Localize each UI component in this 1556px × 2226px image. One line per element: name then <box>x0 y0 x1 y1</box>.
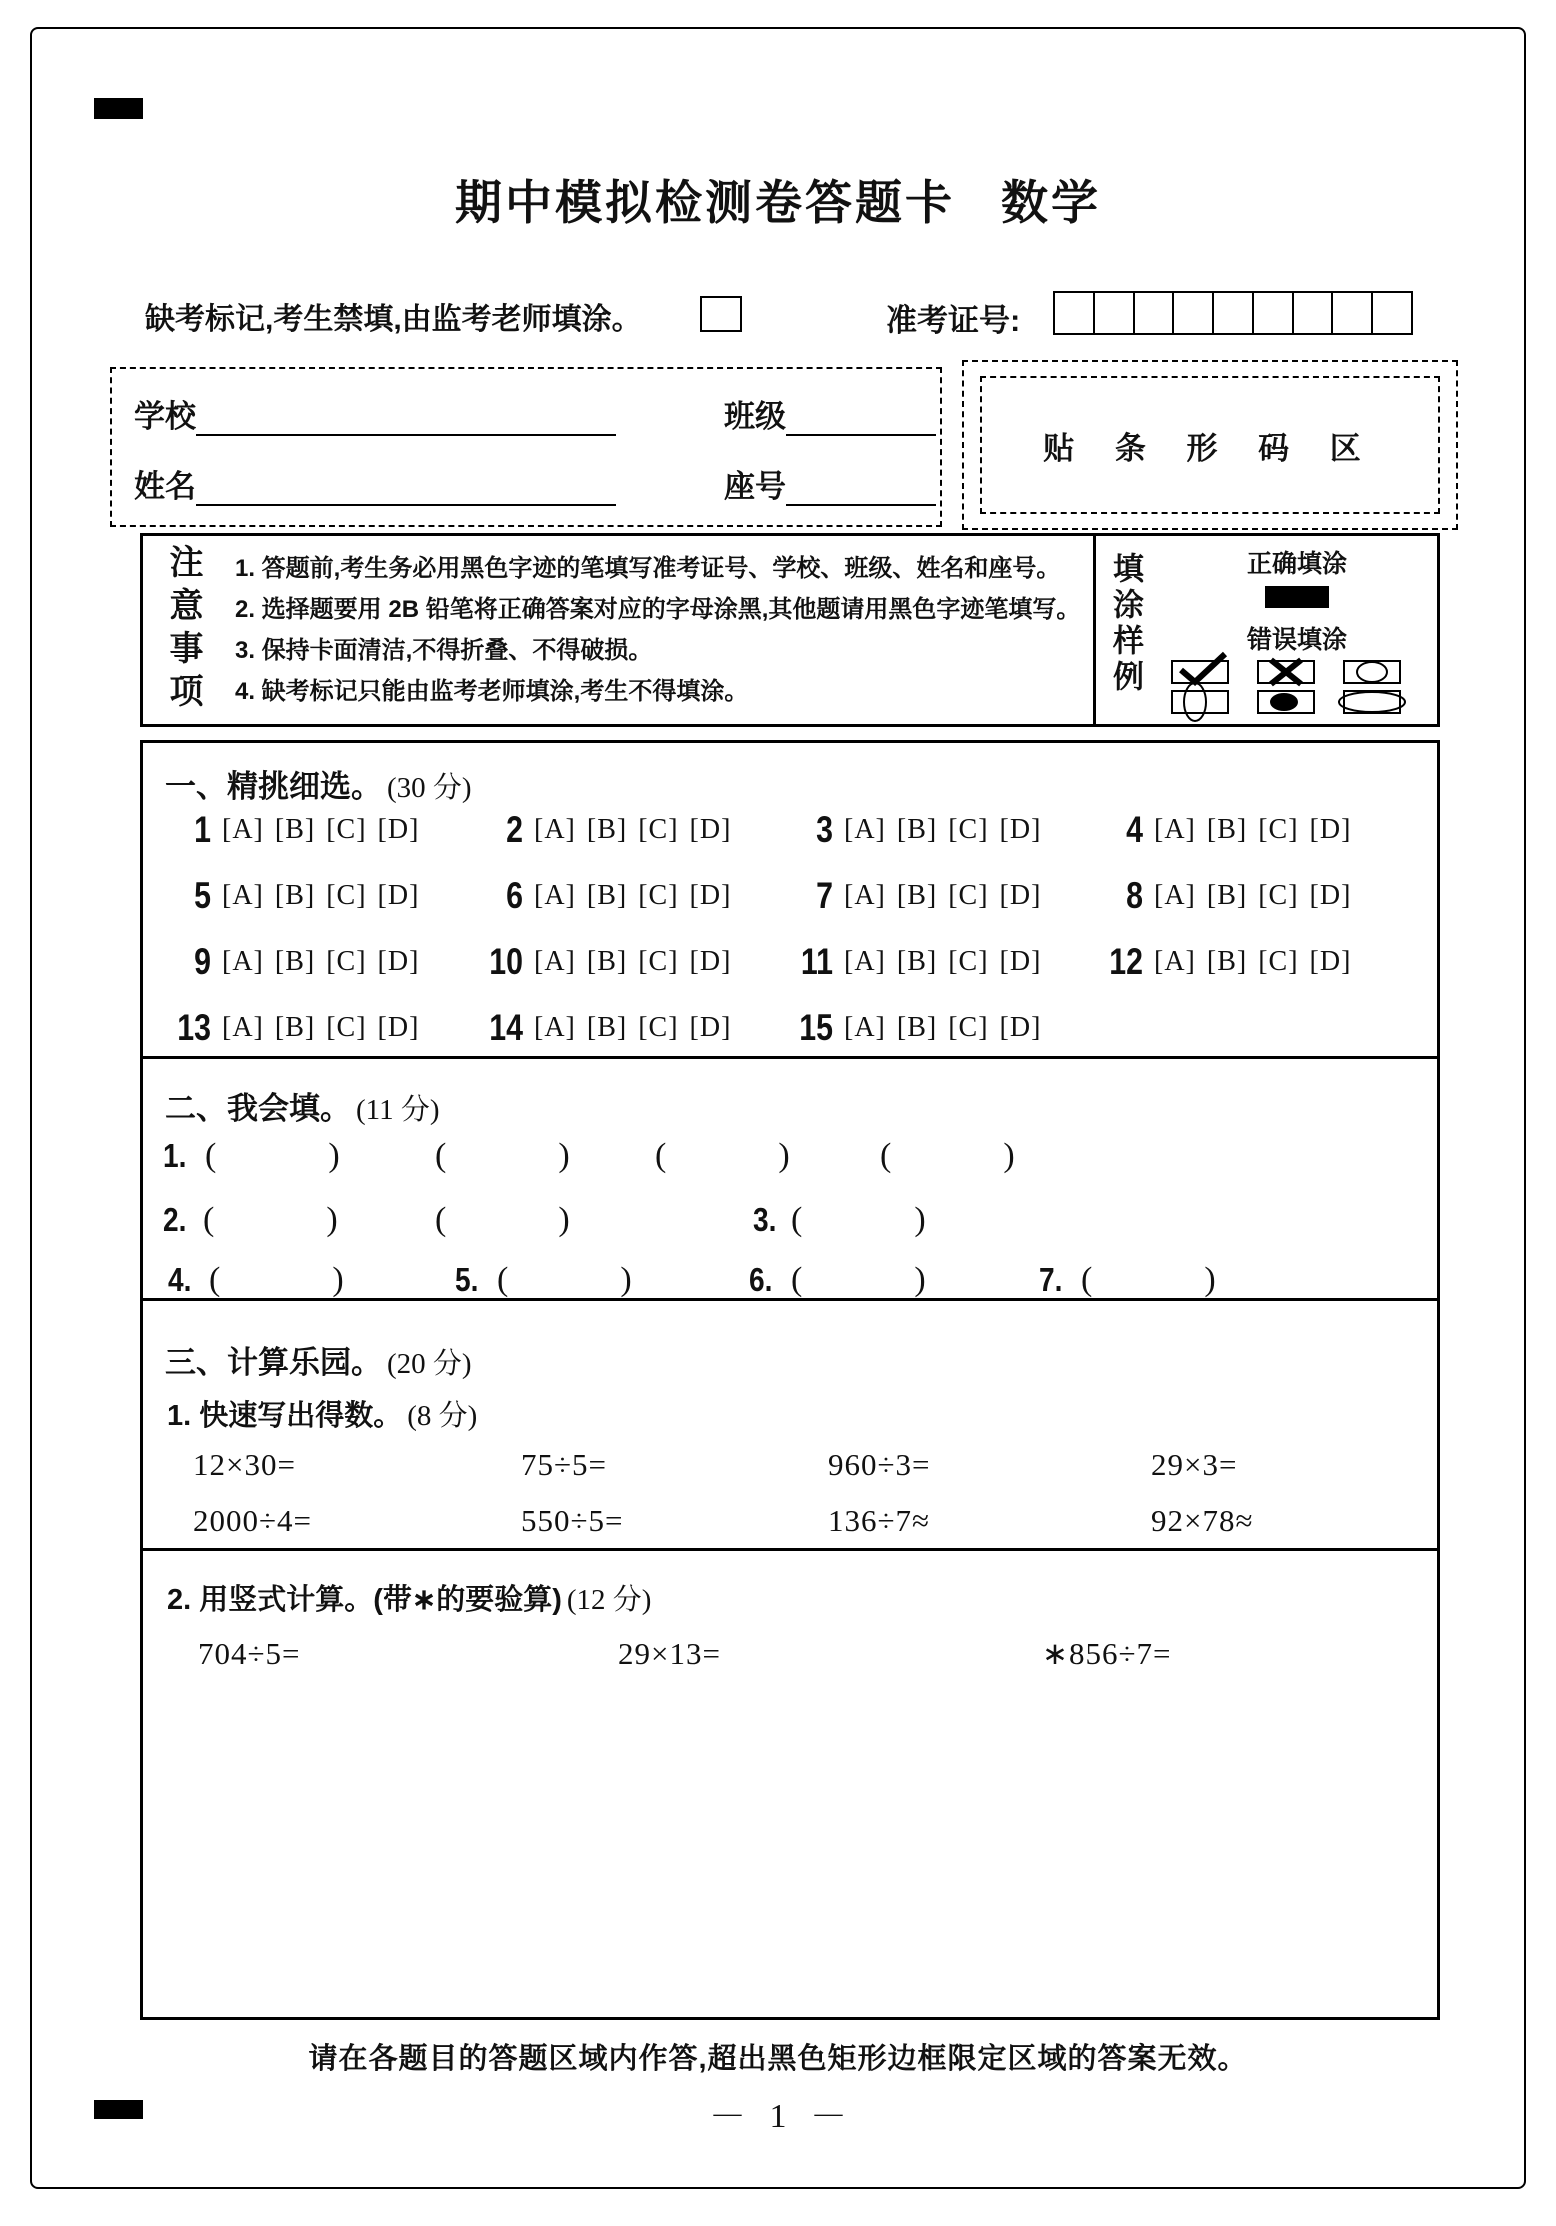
mcq-question-5 <box>163 873 419 919</box>
option-bubble-A[interactable]: [A] <box>1154 946 1196 977</box>
notice-list <box>235 548 1085 712</box>
exam-number-cell[interactable] <box>1093 293 1133 333</box>
option-bubble-C[interactable]: [C] <box>638 814 679 845</box>
option-bubble-B[interactable]: [B] <box>896 814 938 845</box>
option-bubble-D[interactable]: [D] <box>377 814 420 845</box>
seat-label: 座号 <box>724 469 786 504</box>
quick-calc-expression: 2000÷4= <box>193 1503 312 1538</box>
question-number: 4 <box>1126 809 1143 850</box>
notice-divider <box>1093 536 1096 724</box>
mcq-question-1 <box>163 807 419 853</box>
question-number: 3 <box>816 809 833 850</box>
exam-number-cell[interactable] <box>1331 293 1371 333</box>
option-bubble-C[interactable]: [C] <box>326 1012 367 1043</box>
option-bubble-C[interactable]: [C] <box>948 814 989 845</box>
option-bubble-A[interactable]: [A] <box>222 946 264 977</box>
page-title-subject: 数学 <box>1001 178 1101 230</box>
option-bubble-C[interactable]: [C] <box>948 880 989 911</box>
wrong-fill-label: 错误填涂 <box>1246 626 1347 654</box>
page-number-value: 1 <box>769 2098 787 2135</box>
question-number: 6 <box>506 875 523 916</box>
mcq-question-4 <box>1095 807 1351 853</box>
option-bubble-D[interactable]: [D] <box>689 1012 732 1043</box>
vertical-calc-workspace[interactable] <box>143 1691 1437 2017</box>
name-input-line[interactable] <box>196 466 616 506</box>
question-number: 10 <box>489 941 523 982</box>
quick-calc-expression: 29×3= <box>1151 1447 1238 1482</box>
option-bubble-A[interactable]: [A] <box>534 1012 576 1043</box>
correct-fill-icon <box>1265 586 1329 608</box>
section-calculation-quick <box>143 1301 1437 1548</box>
fill-sample-side-label: 填涂样例 <box>1108 552 1143 696</box>
vertical-calc-expression: 29×13= <box>618 1636 721 1671</box>
question-number: 13 <box>177 1007 211 1048</box>
mcq-question-2 <box>475 807 731 853</box>
question-number: 2 <box>506 809 523 850</box>
quick-calc-expression: 75÷5= <box>521 1447 607 1482</box>
option-bubble-C[interactable]: [C] <box>638 880 679 911</box>
notice-item: 3. 保持卡面清洁,不得折叠、不得破损。 <box>235 637 653 664</box>
option-bubble-A[interactable]: [A] <box>534 946 576 977</box>
class-input-line[interactable] <box>786 396 936 436</box>
option-bubble-A[interactable]: [A] <box>844 814 886 845</box>
exam-number-grid[interactable] <box>1053 291 1413 335</box>
option-bubble-A[interactable]: [A] <box>844 880 886 911</box>
option-bubble-D[interactable]: [D] <box>377 1012 420 1043</box>
question-number: 7 <box>816 875 833 916</box>
option-bubble-B[interactable]: [B] <box>1206 946 1248 977</box>
mcq-question-11 <box>785 939 1041 985</box>
page-title-main: 期中模拟检测卷答题卡 <box>455 178 955 230</box>
section-three-title: 三、计算乐园。 <box>165 1345 382 1380</box>
wrong-filled-dot-icon <box>1257 688 1315 716</box>
notice-item: 2. 选择题要用 2B 铅笔将正确答案对应的字母涂黑,其他题请用黑色字迹笔填写。 <box>235 596 1081 623</box>
notice-side-label: 注意事项 <box>164 544 202 716</box>
option-bubble-D[interactable]: [D] <box>377 880 420 911</box>
school-label: 学校 <box>134 399 196 434</box>
mcq-question-8 <box>1095 873 1351 919</box>
section-one-title: 一、精挑细选。 <box>165 769 382 804</box>
option-bubble-A[interactable]: [A] <box>534 814 576 845</box>
option-bubble-D[interactable]: [D] <box>999 814 1042 845</box>
option-bubble-C[interactable]: [C] <box>638 1012 679 1043</box>
wrong-fill-examples-row2 <box>1171 688 1401 716</box>
option-bubble-D[interactable]: [D] <box>1309 814 1352 845</box>
class-label: 班级 <box>724 399 786 434</box>
mcq-question-12 <box>1095 939 1351 985</box>
option-bubble-B[interactable]: [B] <box>274 880 316 911</box>
exam-number-cell[interactable] <box>1252 293 1292 333</box>
option-bubble-D[interactable]: [D] <box>999 880 1042 911</box>
seat-field <box>724 461 936 506</box>
wrong-check-icon <box>1171 658 1229 686</box>
option-bubble-C[interactable]: [C] <box>948 946 989 977</box>
name-label: 姓名 <box>134 469 196 504</box>
student-info-box <box>110 367 942 527</box>
wrong-fill-examples-row1 <box>1171 658 1401 686</box>
fill-blank[interactable]: ( ) <box>791 1261 926 1298</box>
absent-mark-label: 缺考标记,考生禁填,由监考老师填涂。 <box>145 303 642 336</box>
option-bubble-C[interactable]: [C] <box>326 880 367 911</box>
section-two-title: 二、我会填。 <box>165 1091 351 1126</box>
option-bubble-B[interactable]: [B] <box>586 880 628 911</box>
vertical-calc-header <box>167 1577 651 1618</box>
fill-blank[interactable]: ( ) <box>435 1201 570 1238</box>
mcq-question-7 <box>785 873 1041 919</box>
notice-item: 4. 缺考标记只能由监考老师填涂,考生不得填涂。 <box>235 678 749 705</box>
fill-blank[interactable]: ( ) <box>203 1201 338 1238</box>
quick-calc-label: 1. 快速写出得数。 <box>167 1400 403 1432</box>
section-two-score: (11 分) <box>356 1094 440 1126</box>
option-bubble-D[interactable]: [D] <box>689 880 732 911</box>
fill-question-number: 2. <box>163 1201 187 1238</box>
mcq-question-13 <box>163 1005 419 1051</box>
answer-area-box <box>140 740 1440 2020</box>
section-calculation-vertical <box>143 1551 1437 2017</box>
fill-blank[interactable]: ( ) <box>209 1261 344 1298</box>
school-input-line[interactable] <box>196 396 616 436</box>
mcq-question-6 <box>475 873 731 919</box>
school-field <box>134 391 616 436</box>
wrong-cross-icon <box>1257 658 1315 686</box>
option-bubble-D[interactable]: [D] <box>1309 946 1352 977</box>
option-bubble-C[interactable]: [C] <box>1258 880 1299 911</box>
option-bubble-C[interactable]: [C] <box>948 1012 989 1043</box>
option-bubble-D[interactable]: [D] <box>689 946 732 977</box>
fill-sample-area <box>1157 536 1437 724</box>
barcode-area <box>962 360 1458 530</box>
quick-calc-expression: 136÷7≈ <box>828 1503 931 1538</box>
question-number: 11 <box>800 941 833 982</box>
vertical-calc-label: 2. 用竖式计算。(带∗的要验算) <box>167 1584 562 1616</box>
exam-number-label: 准考证号: <box>886 303 1021 338</box>
question-number: 14 <box>489 1007 523 1048</box>
fill-blank[interactable]: ( ) <box>791 1201 926 1238</box>
correct-fill-label: 正确填涂 <box>1246 550 1347 578</box>
section-fill-blanks <box>143 1059 1437 1298</box>
option-bubble-D[interactable]: [D] <box>689 814 732 845</box>
section-three-score: (20 分) <box>387 1348 472 1380</box>
vertical-calc-score: (12 分) <box>566 1584 652 1616</box>
option-bubble-A[interactable]: [A] <box>844 946 886 977</box>
fill-question-number: 7. <box>1039 1261 1063 1298</box>
section-one-header <box>165 761 472 806</box>
option-bubble-B[interactable]: [B] <box>274 946 316 977</box>
option-bubble-D[interactable]: [D] <box>999 946 1042 977</box>
option-bubble-C[interactable]: [C] <box>326 814 367 845</box>
wrong-circle-icon <box>1343 658 1401 686</box>
fill-blank[interactable]: ( ) <box>655 1137 790 1174</box>
mcq-question-14 <box>475 1005 731 1051</box>
section-one-score: (30 分) <box>387 772 472 804</box>
quick-calc-expression: 550÷5= <box>521 1503 624 1538</box>
option-bubble-C[interactable]: [C] <box>638 946 679 977</box>
option-bubble-A[interactable]: [A] <box>1154 814 1196 845</box>
question-number: 12 <box>1109 941 1143 982</box>
option-bubble-C[interactable]: [C] <box>1258 946 1299 977</box>
option-bubble-B[interactable]: [B] <box>896 880 938 911</box>
option-bubble-D[interactable]: [D] <box>999 1012 1042 1043</box>
fill-blank[interactable]: ( ) <box>880 1137 1015 1174</box>
fill-blank[interactable]: ( ) <box>1081 1261 1216 1298</box>
option-bubble-A[interactable]: [A] <box>844 1012 886 1043</box>
wrong-wide-ellipse-icon <box>1343 688 1401 716</box>
vertical-calc-expression: 704÷5= <box>198 1636 301 1671</box>
mcq-question-10 <box>475 939 731 985</box>
section-three-header <box>165 1337 472 1382</box>
option-bubble-C[interactable]: [C] <box>1258 814 1299 845</box>
fill-question-number: 6. <box>749 1261 773 1298</box>
page-number <box>0 2098 1556 2136</box>
fill-blank[interactable]: ( ) <box>205 1137 340 1174</box>
option-bubble-D[interactable]: [D] <box>1309 880 1352 911</box>
fill-question-number: 5. <box>455 1261 479 1298</box>
option-bubble-B[interactable]: [B] <box>586 814 628 845</box>
section-two-header <box>165 1083 440 1128</box>
option-bubble-A[interactable]: [A] <box>1154 880 1196 911</box>
option-bubble-B[interactable]: [B] <box>274 1012 316 1043</box>
option-bubble-B[interactable]: [B] <box>1206 814 1248 845</box>
class-field <box>724 391 936 436</box>
footer-warning: 请在各题目的答题区域内作答,超出黑色矩形边框限定区域的答案无效。 <box>308 2043 1248 2075</box>
option-bubble-D[interactable]: [D] <box>377 946 420 977</box>
exam-number-cell[interactable] <box>1172 293 1212 333</box>
option-bubble-A[interactable]: [A] <box>534 880 576 911</box>
option-bubble-B[interactable]: [B] <box>274 814 316 845</box>
page-number-dash-right: — <box>814 2098 843 2129</box>
mcq-question-9 <box>163 939 419 985</box>
quick-calc-header <box>167 1393 477 1434</box>
exam-number-cell[interactable] <box>1371 293 1411 333</box>
option-bubble-B[interactable]: [B] <box>1206 880 1248 911</box>
question-number: 8 <box>1126 875 1143 916</box>
quick-calc-score: (8 分) <box>407 1400 478 1432</box>
notice-item: 1. 答题前,考生务必用黑色字迹的笔填写准考证号、学校、班级、姓名和座号。 <box>235 555 1061 582</box>
page-title <box>0 166 1556 233</box>
vertical-calc-expression: ∗856÷7= <box>1042 1636 1172 1671</box>
option-bubble-A[interactable]: [A] <box>222 814 264 845</box>
question-number: 5 <box>194 875 211 916</box>
fill-question-number: 4. <box>168 1261 192 1298</box>
option-bubble-A[interactable]: [A] <box>222 1012 264 1043</box>
page-number-dash-left: — <box>713 2098 742 2129</box>
barcode-area-label: 贴 条 形 码 区 <box>980 376 1440 514</box>
notice-box <box>140 533 1440 727</box>
mcq-question-15 <box>785 1005 1041 1051</box>
quick-calc-expression: 12×30= <box>193 1447 296 1482</box>
exam-number-cell[interactable] <box>1292 293 1332 333</box>
option-bubble-B[interactable]: [B] <box>586 1012 628 1043</box>
seat-input-line[interactable] <box>786 466 936 506</box>
option-bubble-B[interactable]: [B] <box>896 1012 938 1043</box>
option-bubble-B[interactable]: [B] <box>896 946 938 977</box>
section-multiple-choice <box>143 743 1437 1056</box>
fill-question-number: 1. <box>163 1137 187 1174</box>
fill-blank[interactable]: ( ) <box>435 1137 570 1174</box>
question-number: 9 <box>194 941 211 982</box>
quick-calc-expression: 960÷3= <box>828 1447 931 1482</box>
quick-calc-expression: 92×78≈ <box>1151 1503 1254 1538</box>
absent-mark-checkbox[interactable] <box>700 296 742 332</box>
option-bubble-C[interactable]: [C] <box>326 946 367 977</box>
option-bubble-B[interactable]: [B] <box>586 946 628 977</box>
question-number: 1 <box>194 809 211 850</box>
exam-number-cell[interactable] <box>1212 293 1252 333</box>
fill-question-number: 3. <box>753 1201 777 1238</box>
exam-number-cell[interactable] <box>1055 293 1093 333</box>
registration-mark-top <box>94 98 143 119</box>
name-field <box>134 461 616 506</box>
question-number: 15 <box>799 1007 833 1048</box>
fill-blank[interactable]: ( ) <box>497 1261 632 1298</box>
mcq-question-3 <box>785 807 1041 853</box>
wrong-ellipse-overflow-icon <box>1171 688 1229 716</box>
exam-number-cell[interactable] <box>1133 293 1173 333</box>
option-bubble-A[interactable]: [A] <box>222 880 264 911</box>
